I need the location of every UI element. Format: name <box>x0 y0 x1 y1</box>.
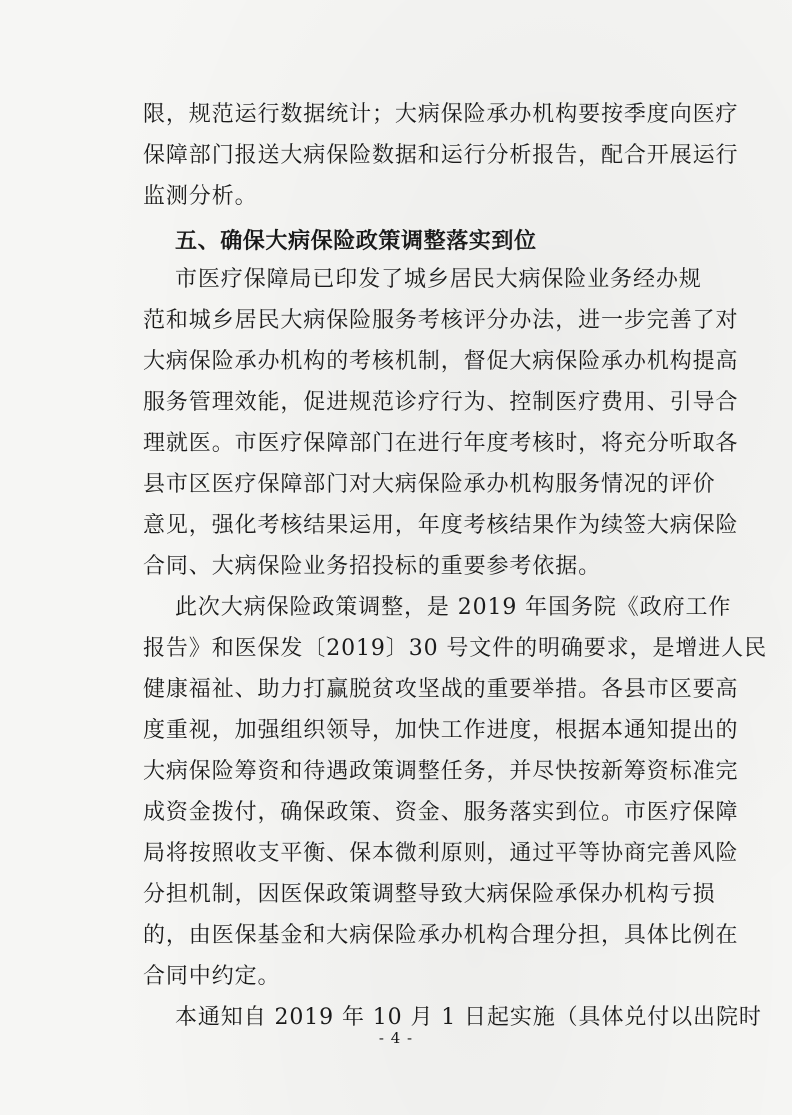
body-text-line: 合同中约定。 <box>143 964 281 989</box>
body-text-line: 范和城乡居民大病保险服务考核评分办法，进一步完善了对 <box>143 308 739 333</box>
paragraph-first-line: 此次大病保险政策调整，是 2019 年国务院《政府工作 <box>175 595 732 620</box>
body-text-line: 监测分析。 <box>143 184 258 209</box>
body-text-line: 理就医。市医疗保障部门在进行年度考核时，将充分听取各 <box>143 431 739 456</box>
section-heading: 五、确保大病保险政策调整落实到位 <box>175 229 537 254</box>
body-text-line: 服务管理效能，促进规范诊疗行为、控制医疗费用、引导合 <box>143 390 739 415</box>
body-text-line: 限，规范运行数据统计；大病保险承办机构要按季度向医疗 <box>143 102 739 127</box>
paragraph-first-line: 本通知自 2019 年 10 月 1 日起实施（具体兑付以出院时 <box>175 1005 762 1030</box>
body-text-line: 意见，强化考核结果运用，年度考核结果作为续签大病保险 <box>143 513 739 538</box>
body-text-line: 成资金拨付，确保政策、资金、服务落实到位。市医疗保障 <box>143 800 739 825</box>
body-text-line: 局将按照收支平衡、保本微利原则，通过平等协商完善风险 <box>143 841 739 866</box>
body-text-line: 健康福祉、助力打赢脱贫攻坚战的重要举措。各县市区要高 <box>143 677 739 702</box>
paragraph-first-line: 市医疗保障局已印发了城乡居民大病保险业务经办规 <box>175 267 702 292</box>
body-text-line: 的，由医保基金和大病保险承办机构合理分担，具体比例在 <box>143 923 739 948</box>
page-number: - 4 - <box>378 1029 414 1047</box>
body-text-line: 分担机制，因医保政策调整导致大病保险承保办机构亏损 <box>143 882 716 907</box>
body-text-line: 合同、大病保险业务招投标的重要参考依据。 <box>143 554 602 579</box>
body-text-line: 保障部门报送大病保险数据和运行分析报告，配合开展运行 <box>143 143 739 168</box>
body-text-line: 县市区医疗保障部门对大病保险承办机构服务情况的评价 <box>143 472 716 497</box>
body-text-line: 度重视，加强组织领导，加快工作进度，根据本通知提出的 <box>143 718 739 743</box>
body-text-line: 大病保险承办机构的考核机制，督促大病保险承办机构提高 <box>143 349 739 374</box>
body-text-line: 大病保险筹资和待遇政策调整任务，并尽快按新筹资标准完 <box>143 759 739 784</box>
body-text-line: 报告》和医保发〔2019〕30 号文件的明确要求，是增进人民 <box>143 636 767 661</box>
